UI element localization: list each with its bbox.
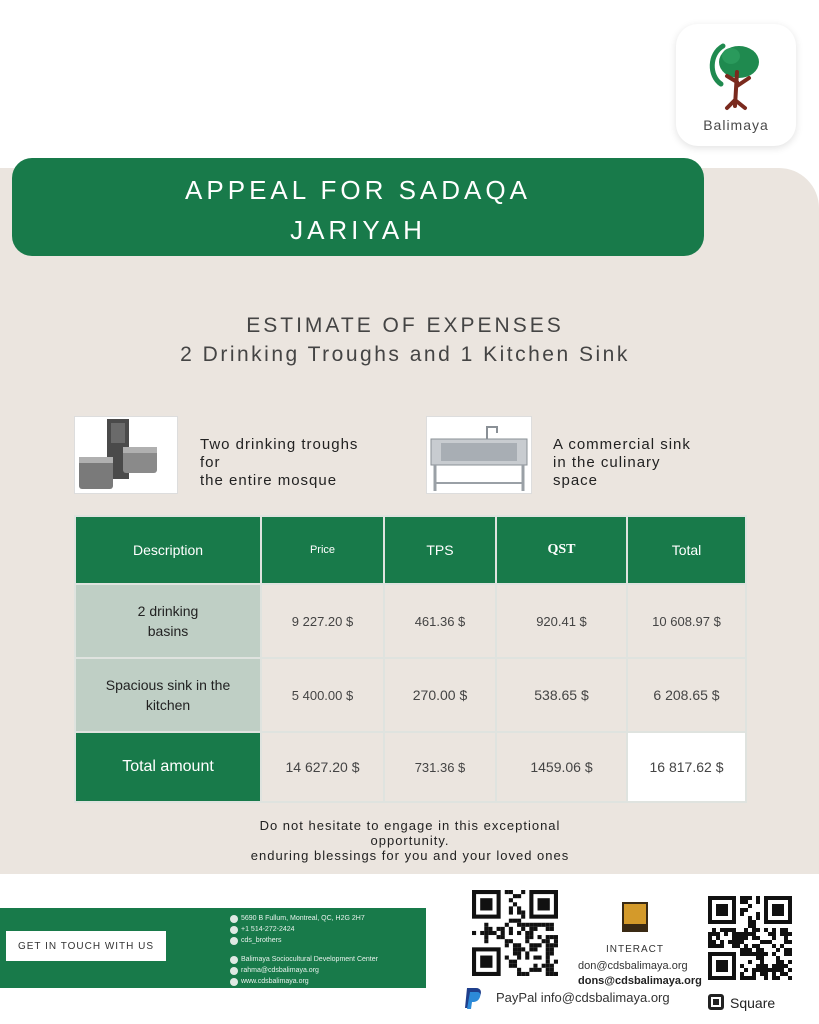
caption-line: A commercial sink bbox=[553, 436, 691, 453]
item-caption-sink bbox=[553, 436, 753, 490]
expense-table bbox=[74, 515, 747, 803]
row-tps: 461.36 $ bbox=[385, 585, 495, 657]
social-text: cds_brothers bbox=[241, 937, 282, 944]
row-total: 10 608.97 $ bbox=[628, 585, 745, 657]
row-total: 6 208.65 $ bbox=[628, 659, 745, 731]
instagram-icon bbox=[230, 937, 238, 945]
mail-icon bbox=[230, 967, 238, 975]
row-qst: 920.41 $ bbox=[497, 585, 626, 657]
social-line[interactable] bbox=[230, 935, 378, 946]
tree-logo-icon bbox=[701, 36, 771, 112]
org-text: Balimaya Sociocultural Development Center bbox=[241, 956, 378, 963]
estimate-title: ESTIMATE OF EXPENSES bbox=[246, 314, 564, 337]
phone-line[interactable] bbox=[230, 924, 378, 935]
appeal-banner bbox=[12, 158, 704, 256]
row-price: 9 227.20 $ bbox=[262, 585, 383, 657]
qr-code-icon[interactable] bbox=[708, 896, 792, 980]
get-in-touch-button[interactable]: GET IN TOUCH WITH US bbox=[6, 931, 166, 961]
grand-total: 16 817.62 $ bbox=[628, 733, 745, 801]
total-tps: 731.36 $ bbox=[385, 733, 495, 801]
total-label: Total amount bbox=[76, 733, 260, 801]
closing-line-3: enduring blessings for you and your loved ones bbox=[250, 848, 570, 863]
closing-message bbox=[200, 818, 620, 863]
email-line[interactable] bbox=[230, 965, 378, 976]
caption-line: in the culinary bbox=[553, 454, 661, 471]
paypal-icon bbox=[462, 986, 484, 1010]
closing-line-2: opportunity. bbox=[370, 833, 450, 848]
caption-line: for bbox=[200, 454, 221, 471]
interact-label: INTERACT bbox=[606, 944, 664, 955]
header-price: Price bbox=[262, 517, 383, 583]
logo-text: Balimaya bbox=[703, 117, 769, 133]
interact-logo-icon bbox=[622, 902, 648, 932]
total-qst: 1459.06 $ bbox=[497, 733, 626, 801]
banner-line-1: APPEAL FOR SADAQA bbox=[185, 175, 531, 205]
facebook-icon bbox=[230, 956, 238, 964]
qr-code-icon[interactable] bbox=[472, 890, 558, 976]
paypal-text[interactable]: PayPal info@cdsbalimaya.org bbox=[496, 990, 670, 1005]
balimaya-logo bbox=[676, 24, 796, 146]
banner-line-2: JARIYAH bbox=[290, 215, 426, 245]
header-description: Description bbox=[76, 517, 260, 583]
closing-line-1: Do not hesitate to engage in this exceptional bbox=[259, 818, 561, 833]
square-label[interactable]: Square bbox=[730, 995, 776, 1011]
interact-email-1[interactable]: don@cdsbalimaya.org bbox=[578, 960, 688, 972]
estimate-subtitle: 2 Drinking Troughs and 1 Kitchen Sink bbox=[180, 343, 630, 366]
header-qst: QST bbox=[497, 517, 626, 583]
address-text: 5690 B Fullum, Montreal, QC, H2G 2H7 bbox=[241, 915, 365, 922]
caption-line: Two drinking troughs bbox=[200, 436, 359, 453]
row-tps: 270.00 $ bbox=[385, 659, 495, 731]
total-price: 14 627.20 $ bbox=[262, 733, 383, 801]
row-qst: 538.65 $ bbox=[497, 659, 626, 731]
drinking-fountain-icon bbox=[74, 416, 178, 494]
row-description: Spacious sink in the kitchen bbox=[76, 659, 260, 731]
address-line bbox=[230, 913, 378, 924]
email-text: rahma@cdsbalimaya.org bbox=[241, 967, 319, 974]
caption-line: space bbox=[553, 472, 599, 489]
globe-icon bbox=[230, 978, 238, 986]
website-text: www.cdsbalimaya.org bbox=[241, 978, 309, 985]
website-line[interactable] bbox=[230, 976, 378, 987]
contact-details bbox=[230, 913, 378, 987]
phone-icon bbox=[230, 926, 238, 934]
location-icon bbox=[230, 915, 238, 923]
square-logo-icon bbox=[708, 994, 724, 1010]
header-total: Total bbox=[628, 517, 745, 583]
header-tps: TPS bbox=[385, 517, 495, 583]
item-caption-troughs bbox=[200, 436, 400, 490]
row-description: 2 drinking basins bbox=[76, 585, 260, 657]
org-line[interactable] bbox=[230, 954, 378, 965]
estimate-heading bbox=[0, 312, 810, 370]
kitchen-sink-icon bbox=[426, 416, 532, 494]
interact-email-2[interactable]: dons@cdsbalimaya.org bbox=[578, 975, 702, 987]
row-price: 5 400.00 $ bbox=[262, 659, 383, 731]
caption-line: the entire mosque bbox=[200, 472, 338, 489]
phone-text: +1 514-272-2424 bbox=[241, 926, 295, 933]
